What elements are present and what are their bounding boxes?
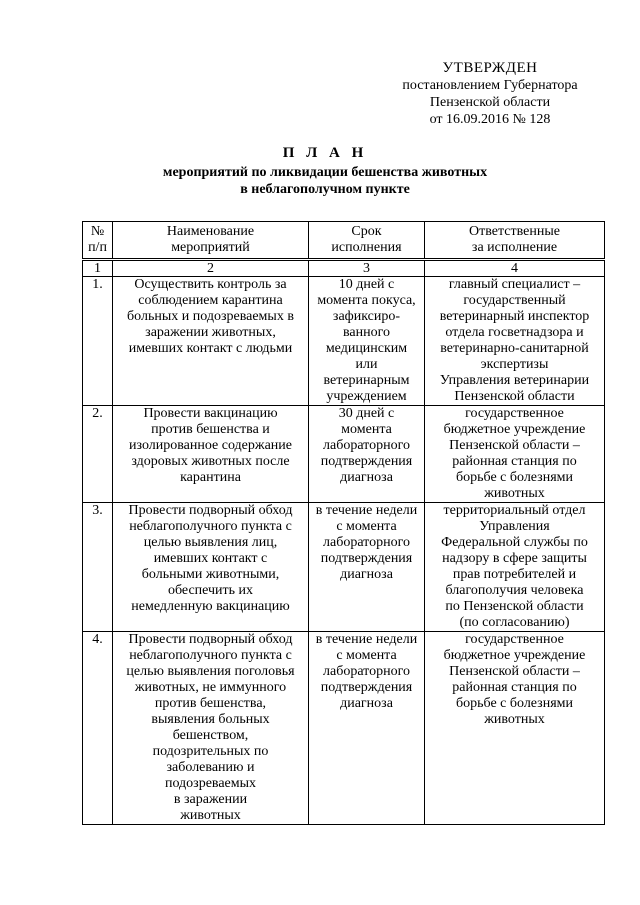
row-responsible: государственное бюджетное учреждение Пензенской области – районная станция по борьбе с болезнями животных: [425, 632, 605, 825]
table-header-row: [83, 222, 605, 260]
row-number: 3.: [83, 503, 113, 632]
table-row: [83, 406, 605, 503]
row-responsible: территориальный отдел Управления Федеральной службы по надзору в сфере защиты прав потребителей и благополучия человека по Пензенской области (по согласованию): [425, 503, 605, 632]
row-number: 4.: [83, 632, 113, 825]
document-heading: [60, 145, 590, 198]
approval-block: [380, 60, 600, 128]
column-numbering-row: [83, 260, 605, 277]
document-subtitle-line1: мероприятий по ликвидации бешенства животных: [162, 165, 488, 180]
column-number: 1: [83, 260, 113, 277]
approval-date-number: от 16.09.2016 № 128: [429, 112, 551, 127]
document-subtitle-line2: в неблагополучном пункте: [240, 182, 410, 197]
column-number: 4: [425, 260, 605, 277]
row-number: 2.: [83, 406, 113, 503]
row-number: 1.: [83, 277, 113, 406]
column-number: 2: [113, 260, 309, 277]
row-measure: Провести подворный обход неблагополучного пункта с целью выявления поголовья животных, не иммунного против бешенства, выявления больных бешенством, подозрительных по заболеванию и подозреваемых в заражении животных: [113, 632, 309, 825]
header-deadline: Срок исполнения: [309, 222, 425, 260]
row-measure: Провести подворный обход неблагополучного пункта с целью выявления лиц, имевших контакт с больными животными, обеспечить их немедленную вакцинацию: [113, 503, 309, 632]
row-measure: Провести вакцинацию против бешенства и изолированное содержание здоровых животных после карантина: [113, 406, 309, 503]
row-deadline: 10 дней с момента покуса, зафиксиро- ванного медицинским или ветеринарным учреждением: [309, 277, 425, 406]
approval-decree: постановлением Губернатора: [402, 78, 578, 93]
header-measure-name: Наименование мероприятий: [113, 222, 309, 260]
row-deadline: 30 дней с момента лабораторного подтверждения диагноза: [309, 406, 425, 503]
approval-title: УТВЕРЖДЕН: [442, 60, 538, 76]
table-row: [83, 503, 605, 632]
header-number: № п/п: [83, 222, 113, 260]
column-number: 3: [309, 260, 425, 277]
row-responsible: государственное бюджетное учреждение Пензенской области – районная станция по борьбе с болезнями животных: [425, 406, 605, 503]
header-responsible: Ответственные за исполнение: [425, 222, 605, 260]
row-deadline: в течение недели с момента лабораторного подтверждения диагноза: [309, 503, 425, 632]
row-responsible: главный специалист – государственный ветеринарный инспектор отдела госветнадзора и ветеринарно-санитарной экспертизы Управления ветеринарии Пензенской области: [425, 277, 605, 406]
row-measure: Осуществить контроль за соблюдением карантина больных и подозреваемых в заражении животных, имевших контакт с людьми: [113, 277, 309, 406]
table-row: [83, 277, 605, 406]
row-deadline: в течение недели с момента лабораторного подтверждения диагноза: [309, 632, 425, 825]
approval-region: Пензенской области: [429, 95, 551, 110]
measures-table: [82, 221, 605, 825]
document-title: П Л А Н: [282, 145, 368, 161]
table-row: [83, 632, 605, 825]
